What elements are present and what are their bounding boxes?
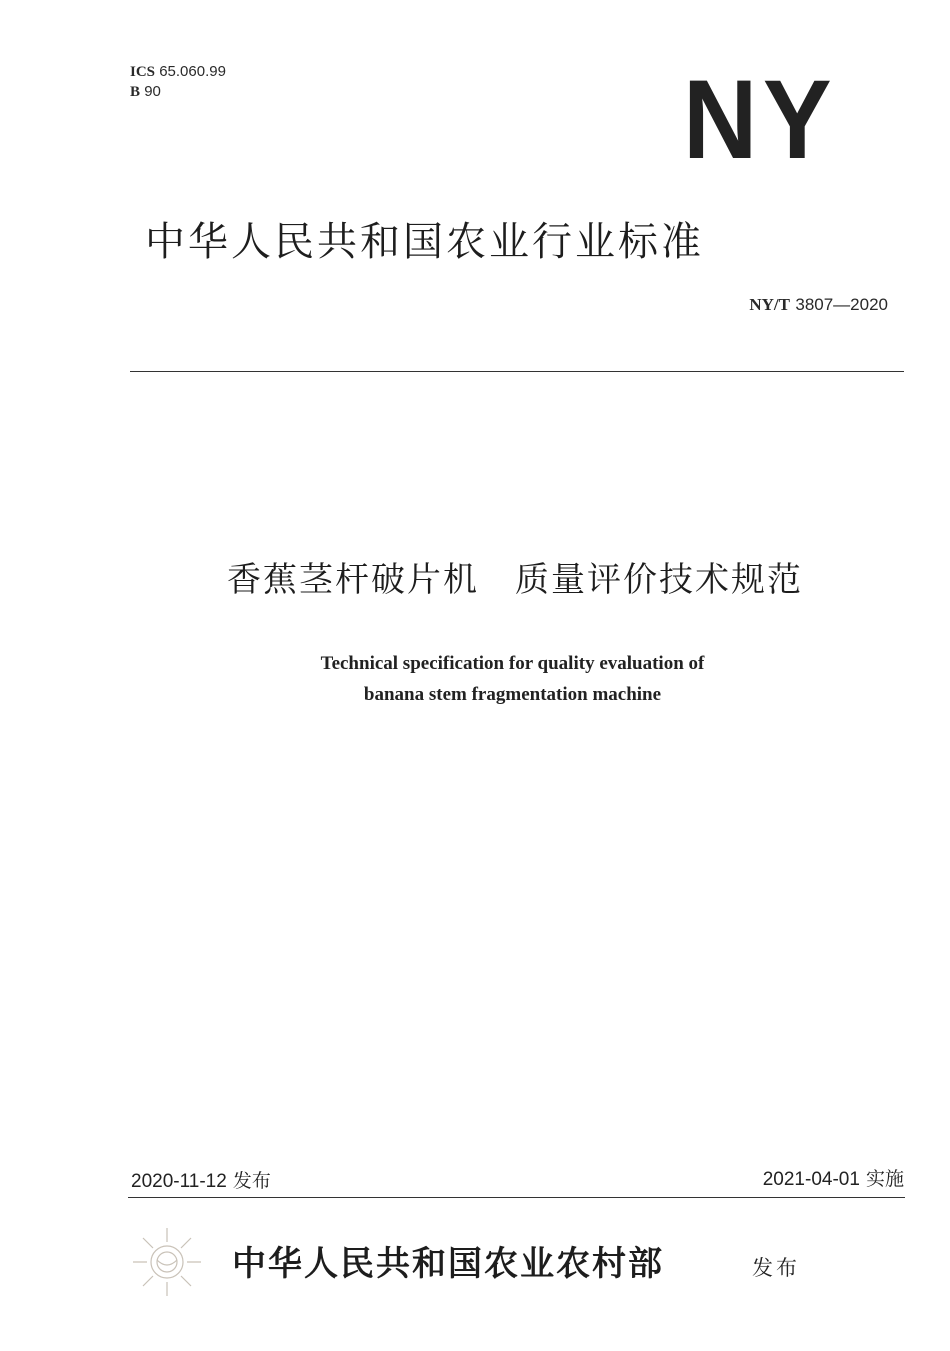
issuer-name: 中华人民共和国农业农村部	[232, 1244, 664, 1284]
ics-line	[130, 62, 226, 82]
top-divider	[130, 371, 904, 372]
ics-code: 65.060.99	[159, 63, 226, 80]
bottom-divider	[128, 1197, 905, 1198]
effective-date-label: 实施	[865, 1168, 904, 1190]
document-title-en-line2: banana stem fragmentation machine	[363, 684, 662, 705]
ics-label: ICS	[130, 64, 156, 80]
ccs-line	[130, 82, 226, 102]
standard-category-title: 中华人民共和国农业行业标准	[145, 219, 704, 265]
ccs-label: B	[130, 84, 141, 100]
issue-date-value: 2020-11-12	[131, 1171, 227, 1192]
issuer-suffix: 发布	[752, 1256, 800, 1280]
document-title-en-line1: Technical specification for quality evaluation of	[320, 653, 705, 674]
document-title-en	[0, 648, 950, 710]
ministry-emblem-icon	[127, 1222, 207, 1302]
ny-logo: NY	[683, 57, 838, 182]
standard-code-prefix: NY/T	[749, 295, 790, 314]
issue-date-label: 发布	[232, 1170, 271, 1192]
standard-code-number: 3807—2020	[795, 295, 888, 314]
classification-codes	[130, 62, 226, 102]
effective-date	[763, 1166, 904, 1193]
effective-date-value: 2021-04-01	[762, 1169, 860, 1190]
ccs-code: 90	[144, 83, 161, 100]
document-title-cn: 香蕉茎杆破片机 质量评价技术规范	[227, 560, 803, 600]
standard-code	[749, 294, 888, 316]
issue-date	[131, 1168, 271, 1195]
